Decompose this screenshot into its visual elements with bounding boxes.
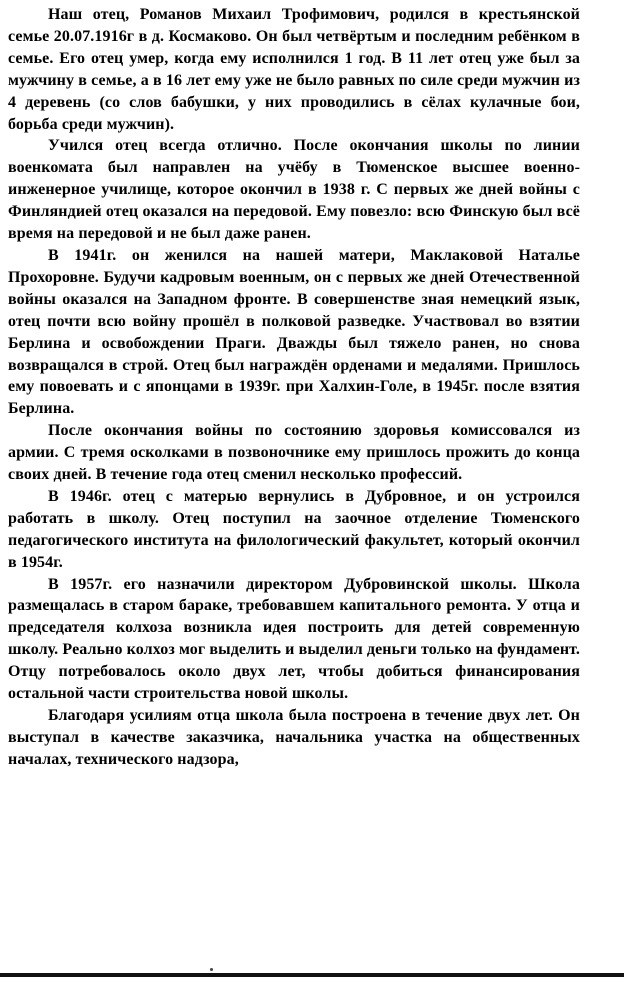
paragraph-4: После окончания войны по состоянию здоровья комиссовался из армии. С тремя осколками в позвоночнике ему пришлось прожить до конца своих дней. В течение года отец сменил несколько профессий. [8,422,580,484]
paragraph-3: В 1941г. он женился на нашей матери, Маклаковой Наталье Прохоровне. Будучи кадровым военным, он с первых же дней Отечественной войны оказался на Западном фронте. В совершенстве зная немецкий язык, отец почти всю войну прошёл в полковой разведке. Участвовал во взятии Берлина и освобождении Праги. Дважды был тяжело ранен, но снова возвращался в строй. Отец был награждён орденами и медалями. Пришлось ему повоевать и с японцами в 1939г. при Халхин-Голе, в 1945г. после взятия Берлина. [8,246,580,418]
bottom-rule [0,973,624,977]
paragraph-5: В 1946г. отец с матерью вернулись в Дубровное, и он устроился работать в школу. Отец поступил на заочное отделение Тюменского педагогического института на филологический факультет, который окончил в 1954г. [8,487,580,571]
paragraph-1: Наш отец, Романов Михаил Трофимович, родился в крестьянской семье 20.07.1916г в д. Космаково. Он был четвёртым и последним ребёнком в семье. Его отец умер, когда ему исполнился 1 год. В 11 лет отец уже был за мужчину в семье, а в 16 лет ему уже не было равных по силе среди мужчин из 4 деревень (со слов бабушки, у них проводились в сёлах кулачные бои, борьба среди мужчин). [8,6,580,133]
paragraph-6: В 1957г. его назначили директором Дубровинской школы. Школа размещалась в старом бараке, требовавшем капитального ремонта. У отца и председателя колхоза возникла идея построить для детей современную школу. Реально колхоз мог выделить и выделил деньги только на фундамент. Отцу потребовалось около двух лет, чтобы добиться финансирования остальной части строительства новой школы. [8,575,580,703]
paragraph-2: Учился отец всегда отлично. После окончания школы по линии военкомата был направлен на учёбу в Тюменское высшее военно-инженерное училище, которое окончил в 1938 г. С первых же дней войны с Финляндией отец оказался на передовой. Ему повезло: всю Финскую был всё время на передовой и не был даже ранен. [8,137,580,243]
paragraph-7: Благодаря усилиям отца школа была построена в течение двух лет. Он выступал в качестве заказчика, начальника участка на общественных началах, технического надзора, [8,707,580,768]
scan-speck [210,968,213,971]
document-body [8,4,580,771]
